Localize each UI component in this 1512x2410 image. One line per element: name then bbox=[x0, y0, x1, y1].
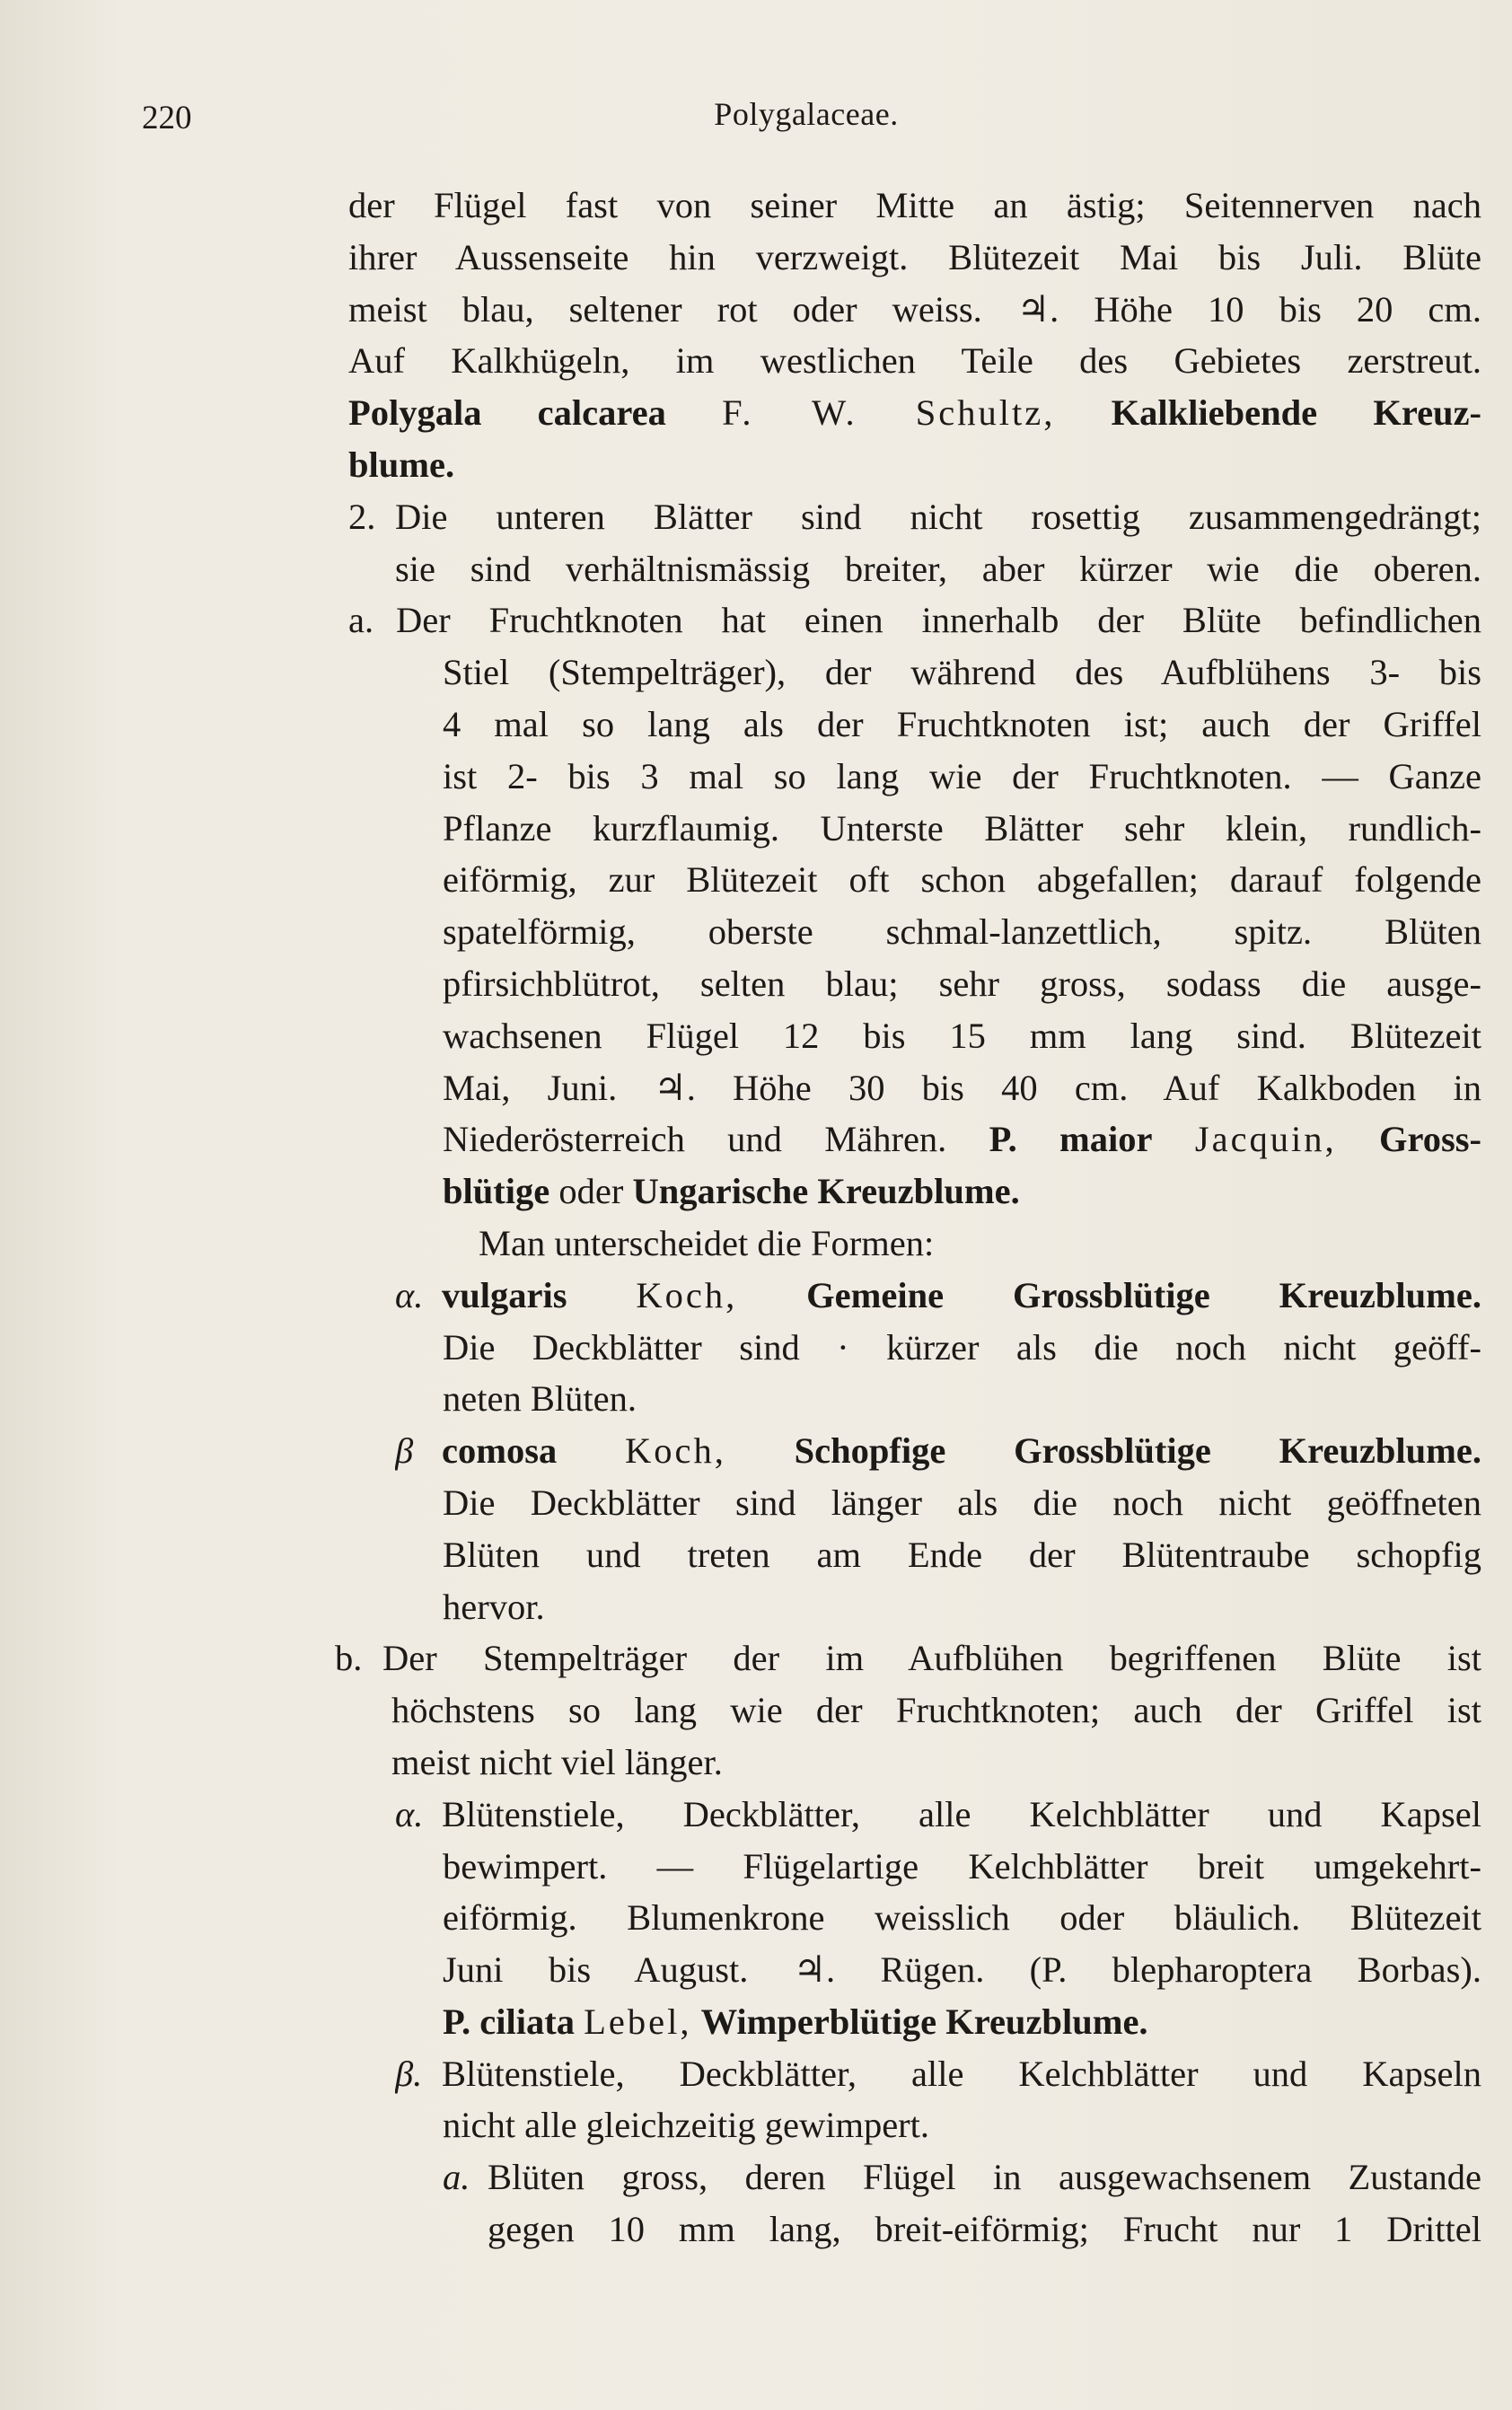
running-title: Polygalaceae. bbox=[714, 96, 899, 132]
common-name-line bbox=[443, 1165, 1481, 1218]
key-item-b bbox=[335, 1632, 1481, 1684]
author-name: Jacquin, bbox=[1194, 1119, 1337, 1160]
species-name: Polygala calcarea bbox=[348, 392, 666, 434]
key-marker: 2. bbox=[348, 496, 376, 537]
author-name: Lebel, bbox=[584, 2001, 692, 2042]
common-name: Gross- bbox=[1379, 1119, 1481, 1160]
common-name: Kalkliebende Kreuz- bbox=[1111, 392, 1481, 434]
text-line: meist blau, seltener rot oder weiss. ♃. Höhe 10 bis 20 cm. bbox=[348, 288, 1481, 330]
text-line: bewimpert. — Flügelartige Kelchblätter breit umgekehrt- bbox=[443, 1845, 1481, 1887]
key-marker: a. bbox=[443, 2157, 470, 2198]
key-marker: α. bbox=[395, 1793, 424, 1834]
text-line: neten Blüten. bbox=[443, 1378, 637, 1420]
form-beta-comosa bbox=[395, 1425, 1481, 1477]
text-line: wachsenen Flügel 12 bis 15 mm lang sind. Blütezeit bbox=[443, 1015, 1481, 1056]
text-line: Die Deckblätter sind · kürzer als die noch nicht geöff- bbox=[443, 1326, 1481, 1368]
key-marker: a. bbox=[348, 600, 374, 641]
text-line: Pflanze kurzflaumig. Unterste Blätter sehr klein, rundlich- bbox=[443, 807, 1481, 849]
key-marker: β. bbox=[395, 2053, 423, 2094]
text-line: 4 mal so lang als der Fruchtknoten ist; auch der Griffel bbox=[443, 703, 1481, 744]
key-item-2 bbox=[348, 491, 1481, 543]
species-name-line bbox=[348, 387, 1481, 439]
text-line: eiförmig. Blumenkrone weisslich oder bläulich. Blütezeit bbox=[443, 1897, 1481, 1939]
text-line: meist nicht viel länger. bbox=[391, 1741, 723, 1782]
common-name: Ungarische Kreuzblume. bbox=[632, 1171, 1020, 1212]
text-line: Juni bis August. ♃. Rügen. (P. blepharoptera Borbas). bbox=[443, 1949, 1481, 1991]
text-line: Die Deckblätter sind länger als die noch nicht geöffneten bbox=[443, 1482, 1481, 1523]
text-line: ist 2- bis 3 mal so lang wie der Fruchtknoten. — Ganze bbox=[443, 755, 1481, 796]
common-name: Gemeine Grossblütige Kreuzblume. bbox=[806, 1274, 1481, 1315]
text-line: nicht alle gleichzeitig gewimpert. bbox=[443, 2105, 930, 2146]
text-line: ihrer Aussenseite hin verzweigt. Blütezeit Mai bis Juli. Blüte bbox=[348, 236, 1481, 277]
key-text: Blüten gross, deren Flügel in ausgewachsenem Zustande bbox=[488, 2157, 1481, 2198]
author-name: Koch, bbox=[624, 1430, 726, 1472]
text-line: Auf Kalkhügeln, im westlichen Teile des Gebietes zerstreut. bbox=[348, 340, 1481, 382]
species-name: P. ciliata bbox=[443, 2001, 575, 2042]
text-line: hervor. bbox=[443, 1586, 545, 1627]
text-line: Stiel (Stempelträger), der während des Aufblühens 3- bis bbox=[443, 652, 1481, 693]
key-marker: β bbox=[395, 1430, 414, 1472]
page-number: 220 bbox=[142, 100, 192, 136]
key-text: Die unteren Blätter sind nicht rosettig zusammengedrängt; bbox=[395, 496, 1481, 537]
text-line: sie sind verhältnismässig breiter, aber kürzer wie die oberen. bbox=[395, 548, 1481, 589]
species-name-line bbox=[443, 1113, 1481, 1165]
key-item-a-sub bbox=[443, 2151, 1481, 2203]
key-text: Blütenstiele, Deckblätter, alle Kelchblätter und Kapseln bbox=[442, 2053, 1481, 2094]
key-text: Der Fruchtknoten hat einen innerhalb der Blüte befindlichen bbox=[396, 600, 1481, 641]
species-name: P. maior bbox=[989, 1119, 1153, 1160]
common-name: Schopfige Grossblütige Kreuzblume. bbox=[794, 1430, 1481, 1472]
forms-intro: Man unterscheidet die Formen: bbox=[479, 1222, 935, 1263]
text-fragment: oder bbox=[558, 1171, 624, 1212]
key-text: Der Stempelträger der im Aufblühen begriffenen Blüte ist bbox=[382, 1638, 1481, 1679]
variety-name: comosa bbox=[442, 1430, 558, 1472]
text-fragment: Niederösterreich und Mähren. bbox=[443, 1119, 947, 1160]
variety-name: vulgaris bbox=[442, 1274, 567, 1315]
text-line: eiförmig, zur Blütezeit oft schon abgefallen; darauf folgende bbox=[443, 859, 1481, 901]
key-marker: b. bbox=[335, 1638, 363, 1679]
text-line: Mai, Juni. ♃. Höhe 30 bis 40 cm. Auf Kalkboden in bbox=[443, 1067, 1481, 1108]
text-line: Blüten und treten am Ende der Blütentraube schopfig bbox=[443, 1534, 1481, 1575]
key-text: Blütenstiele, Deckblätter, alle Kelchblätter und Kapsel bbox=[442, 1793, 1481, 1834]
text-line: pfirsichblütrot, selten blau; sehr gross, sodass die ausge- bbox=[443, 963, 1481, 1004]
page-header bbox=[142, 90, 1471, 144]
common-name-end: blume. bbox=[348, 444, 455, 485]
key-text bbox=[442, 1270, 1481, 1322]
key-item-beta bbox=[395, 2048, 1481, 2100]
text-line: höchstens so lang wie der Fruchtknoten; auch der Griffel ist bbox=[391, 1690, 1481, 1731]
body-text bbox=[335, 180, 1481, 2256]
author-name: Koch, bbox=[636, 1274, 738, 1315]
species-name-line bbox=[443, 1996, 1481, 2048]
common-name: blütige bbox=[443, 1171, 550, 1212]
text-line: spatelförmig, oberste schmal-lanzettlich, spitz. Blüten bbox=[443, 911, 1481, 953]
text-line: der Flügel fast von seiner Mitte an ästig; Seitennerven nach bbox=[348, 185, 1481, 225]
key-text bbox=[442, 1425, 1481, 1477]
common-name: Wimperblütige Kreuzblume. bbox=[700, 2001, 1148, 2042]
key-marker: α. bbox=[395, 1274, 424, 1315]
key-item-a bbox=[348, 594, 1481, 646]
text-line: gegen 10 mm lang, breit-eiförmig; Frucht nur 1 Drittel bbox=[488, 2209, 1481, 2250]
author-name: F. W. Schultz, bbox=[722, 392, 1056, 434]
key-item-alpha bbox=[395, 1789, 1481, 1841]
form-alpha-vulgaris bbox=[395, 1270, 1481, 1322]
